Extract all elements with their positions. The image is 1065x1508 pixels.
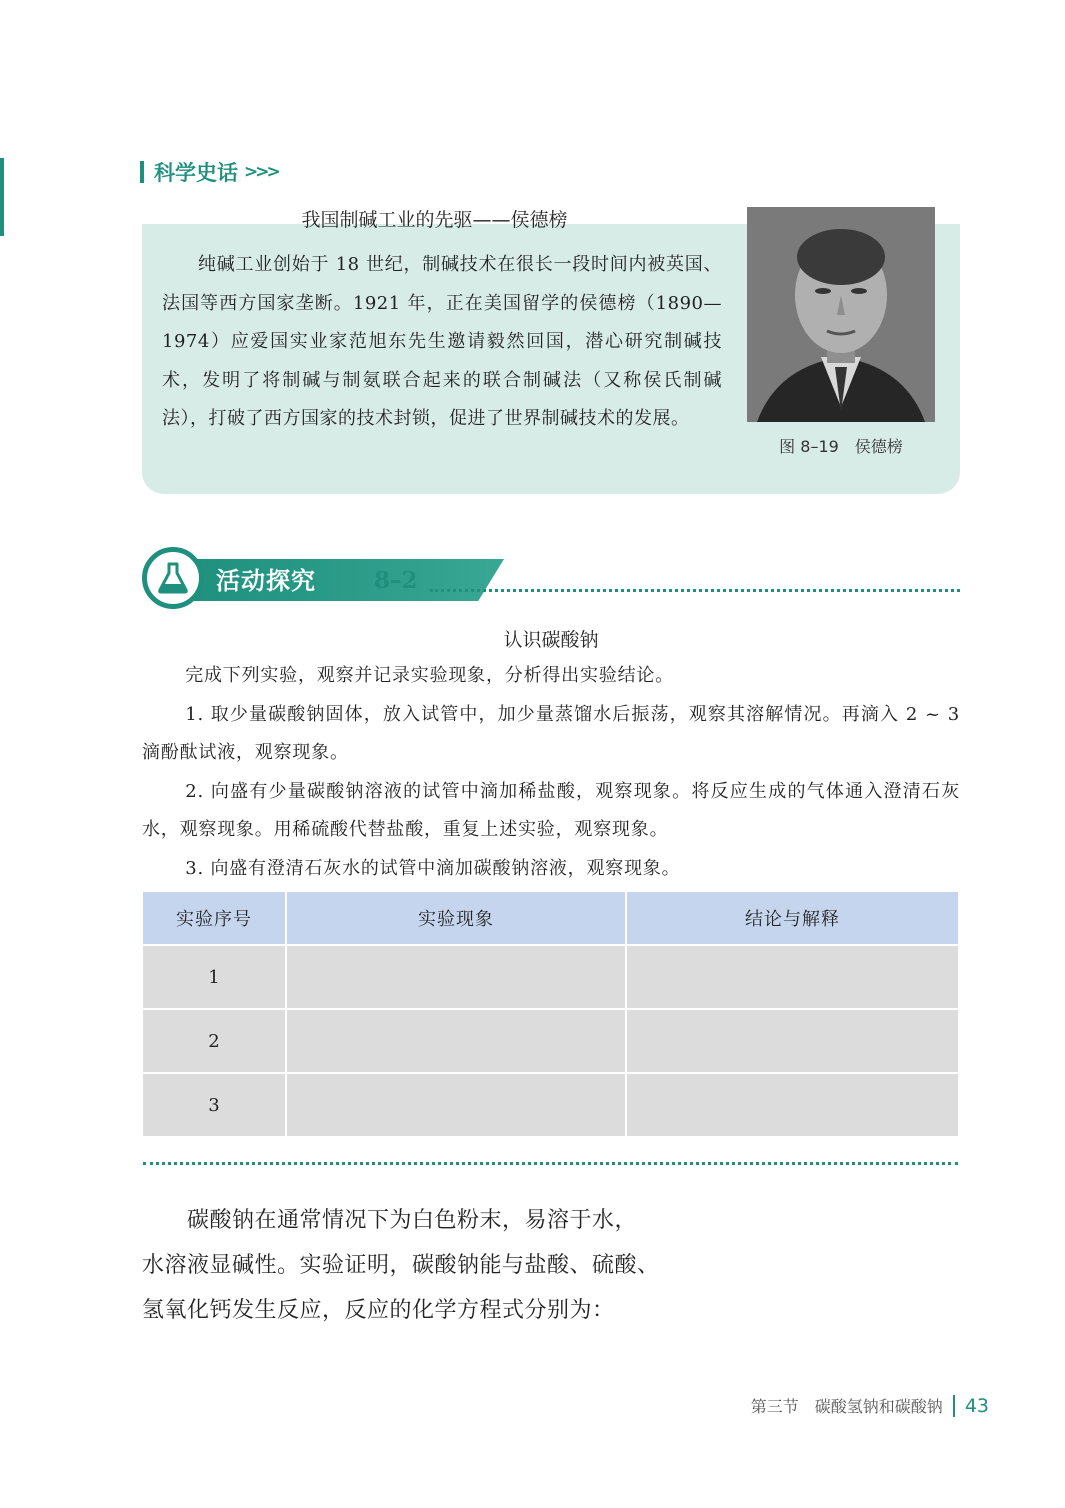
dotted-divider — [143, 1162, 958, 1165]
table-cell — [286, 1009, 626, 1073]
table-cell: 1 — [143, 945, 286, 1009]
column-header: 实验序号 — [143, 892, 286, 945]
activity-title: 认识碳酸钠 — [503, 629, 599, 651]
table-cell: 2 — [143, 1009, 286, 1073]
paragraph-line: 碳酸钠在通常情况下为白色粉末，易溶于水， — [142, 1208, 638, 1233]
table-cell — [626, 1009, 958, 1073]
portrait-photo — [747, 207, 935, 422]
activity-step: 3. 向盛有澄清石灰水的试管中滴加碳酸钠溶液，观察现象。 — [185, 857, 681, 879]
activity-step: 2. 向盛有少量碳酸钠溶液的试管中滴加稀盐酸，观察现象。将反应生成的气体通入澄清石灰水，观察现象。用稀硫酸代替盐酸，重复上述实验，观察现象。 — [142, 780, 960, 840]
activity-step: 1. 取少量碳酸钠固体，放入试管中，加少量蒸馏水后振荡，观察其溶解情况。再滴入 2 ~ 3 滴酚酞试液，观察现象。 — [142, 703, 960, 763]
table-row — [143, 1073, 958, 1136]
section-title: 第三节 碳酸氢钠和碳酸钠 — [750, 1397, 943, 1416]
table-row — [143, 1009, 958, 1073]
science-history-header — [140, 157, 278, 187]
table-header-row — [143, 892, 958, 945]
science-history-label: 科学史话 — [154, 161, 238, 185]
table-cell — [626, 945, 958, 1009]
experiment-table — [143, 892, 958, 1136]
activity-header — [142, 547, 962, 611]
flask-icon — [142, 547, 204, 609]
column-header: 实验现象 — [286, 892, 626, 945]
page-footer — [751, 1394, 989, 1417]
table-cell — [286, 945, 626, 1009]
activity-number: 8–2 — [374, 567, 418, 594]
page-edge-marker — [0, 158, 4, 236]
column-header: 结论与解释 — [626, 892, 958, 945]
activity-label: 活动探究 — [216, 567, 316, 595]
paragraph-line: 氢氧化钙发生反应，反应的化学方程式分别为： — [142, 1298, 615, 1323]
science-history-text: 纯碱工业创始于 18 世纪，制碱技术在很长一段时间内被英国、法国等西方国家垄断。1921 年，正在美国留学的侯德榜（1890—1974）应爱国实业家范旭东先生邀请毅然回国，潜心研究制碱技术，发明了将制碱与制氨联合起来的联合制碱法（又称侯氏制碱法），打破了西方国家的技术封锁，促进了世界制碱技术的发展。 — [162, 254, 722, 429]
table-cell — [626, 1073, 958, 1136]
activity-intro: 完成下列实验，观察并记录实验现象，分析得出实验结论。 — [185, 665, 674, 686]
science-history-title: 我国制碱工业的先驱——侯德榜 — [301, 209, 568, 231]
footer-separator — [953, 1395, 955, 1417]
header-bar — [140, 161, 144, 183]
table-row — [143, 945, 958, 1009]
table-cell: 3 — [143, 1073, 286, 1136]
photo-caption: 图 8–19 侯德榜 — [779, 437, 903, 456]
page-number: 43 — [964, 1394, 989, 1417]
table-cell — [286, 1073, 626, 1136]
dotted-divider — [430, 589, 960, 592]
activity-body — [142, 657, 960, 888]
paragraph-line: 水溶液显碱性。实验证明，碳酸钠能与盐酸、硫酸、 — [142, 1253, 660, 1278]
chevron-right-icon: >>> — [244, 162, 278, 182]
main-text — [142, 1198, 702, 1333]
